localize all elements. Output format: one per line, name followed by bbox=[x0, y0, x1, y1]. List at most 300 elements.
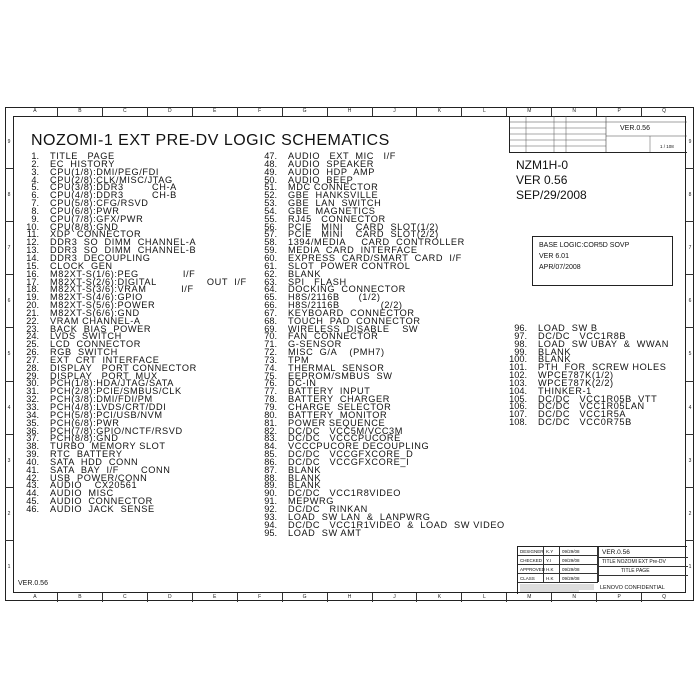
approval-row bbox=[518, 556, 598, 565]
toc-entry-number: 28. bbox=[26, 362, 39, 373]
grid-row-label: 7 bbox=[5, 221, 13, 274]
grid-column-label: H bbox=[327, 593, 372, 602]
toc-entry-number: 21. bbox=[26, 307, 39, 318]
toc-entry-title: M82XT-S(2/6):DIGITAL OUT I/F bbox=[50, 276, 247, 287]
toc-entry-number: 82. bbox=[264, 425, 277, 436]
toc-entry-number: 54. bbox=[264, 205, 277, 216]
toc-entry bbox=[243, 490, 505, 498]
approval-role: CLASS bbox=[518, 574, 544, 582]
toc-entry-number: 8. bbox=[31, 205, 39, 216]
toc-entry-title: DC/DC VCC1R8VIDEO bbox=[288, 488, 401, 499]
toc-entry-number: 61. bbox=[264, 260, 277, 271]
grid-row-label: 9 bbox=[688, 139, 692, 146]
toc-entry-number: 91. bbox=[264, 496, 277, 507]
toc-entry-title: CPU(4/8):DDR3 CH-B bbox=[50, 190, 177, 201]
left-grid-ruler bbox=[5, 116, 13, 593]
toc-entry-title: DC/DC VCC1R05LAN bbox=[538, 401, 645, 412]
toc-entry-number: 30. bbox=[26, 378, 39, 389]
toc-entry-number: 14. bbox=[26, 252, 39, 263]
toc-entry-title: M82XT-S(4/6):GPIO bbox=[50, 292, 143, 303]
toc-entry-title: CPU(6/8):PWR bbox=[50, 205, 120, 216]
toc-entry-number: 69. bbox=[264, 323, 277, 334]
toc-entry-number: 53. bbox=[264, 198, 277, 209]
toc-entry-number: 52. bbox=[264, 190, 277, 201]
toc-entry-number: 32. bbox=[26, 394, 39, 405]
approval-title-block bbox=[517, 546, 687, 594]
toc-entry-number: 1. bbox=[31, 151, 39, 161]
toc-entry-title: PCH(8/8):GND bbox=[50, 433, 119, 444]
toc-entry-number: 96. bbox=[514, 323, 527, 333]
toc-entry-number: 92. bbox=[264, 503, 277, 514]
grid-row-label: 9 bbox=[7, 139, 11, 146]
toc-entry-title: CPU(5/8):CFG/RSVD bbox=[50, 198, 149, 209]
toc-entry-number: 79. bbox=[264, 402, 277, 412]
toc-entry-title: THERMAL SENSOR bbox=[288, 362, 385, 373]
toc-entry-title: CHARGE SELECTOR bbox=[288, 402, 392, 412]
toc-entry-title: WPCE787K(1/2) bbox=[538, 370, 614, 381]
grid-row-label: 5 bbox=[686, 327, 694, 380]
toc-entry-number: 104. bbox=[509, 385, 527, 396]
toc-entry-title: DOCKING CONNECTOR bbox=[288, 284, 406, 295]
toc-entry-title: TITLE PAGE bbox=[50, 151, 115, 161]
toc-entry-number: 10. bbox=[26, 221, 39, 232]
toc-entry bbox=[243, 268, 505, 279]
toc-entry bbox=[243, 349, 505, 357]
toc-entry-number: 3. bbox=[31, 166, 39, 177]
toc-entry-number: 89. bbox=[264, 480, 277, 491]
toc-entry-title: SATA BAY I/F CONN bbox=[50, 464, 171, 475]
toc-entry-number: 105. bbox=[509, 393, 527, 404]
toc-entry-title: DISPLAY PORT CONNECTOR bbox=[50, 362, 197, 373]
bottom-grid-ruler bbox=[13, 593, 686, 602]
toc-entry bbox=[243, 519, 505, 530]
toc-entry bbox=[243, 527, 505, 538]
toc-entry-number: 5. bbox=[31, 182, 39, 193]
grid-column-label: Q bbox=[641, 593, 686, 602]
grid-row-label: 8 bbox=[686, 168, 694, 221]
toc-entry-number: 34. bbox=[26, 409, 39, 420]
toc-entry-title: TURBO MEMORY SLOT bbox=[50, 441, 166, 452]
toc-entry-number: 90. bbox=[264, 488, 277, 499]
toc-entry-title: EXT CRT INTERFACE bbox=[50, 354, 160, 365]
toc-entry-title: DC/DC VCC1R8B bbox=[538, 330, 627, 341]
right-grid-ruler bbox=[686, 116, 694, 593]
toc-column-2 bbox=[243, 153, 505, 537]
toc-entry-number: 45. bbox=[26, 496, 39, 507]
toc-entry-title: MEPWRG bbox=[288, 496, 334, 507]
grid-column-label: M bbox=[506, 593, 551, 602]
toc-entry-number: 4. bbox=[31, 174, 39, 185]
toc-entry-title: MISC G/A (PMH7) bbox=[288, 347, 385, 358]
toc-entry-number: 87. bbox=[264, 464, 277, 475]
toc-entry-number: 44. bbox=[26, 488, 39, 499]
toc-entry-title: EEPROM/SMBUS SW bbox=[288, 370, 393, 381]
toc-entry-title: DC-IN bbox=[288, 378, 317, 389]
grid-column-label: A bbox=[33, 594, 37, 600]
toc-entry-number: 25. bbox=[26, 339, 39, 350]
toc-entry-number: 33. bbox=[26, 402, 39, 412]
toc-entry-number: 24. bbox=[26, 331, 39, 342]
toc-entry-number: 43. bbox=[26, 480, 39, 491]
toc-entry-title: SATA HDD CONN bbox=[50, 456, 139, 467]
toc-entry-title: RJ45 CONNECTOR bbox=[288, 213, 386, 224]
toc-entry-number: 41. bbox=[26, 464, 39, 475]
grid-column-label: F bbox=[237, 593, 282, 602]
approval-name: Y.I bbox=[544, 556, 560, 564]
toc-entry-title: DC/DC RINKAN bbox=[288, 503, 368, 514]
grid-column-label: J bbox=[372, 593, 417, 602]
toc-entry-title: WIRELESS DISABLE SW bbox=[288, 323, 419, 334]
toc-entry-title: AUDIO CX20561 bbox=[50, 480, 138, 491]
grid-row-label: 7 bbox=[686, 221, 694, 274]
toc-entry-title: DISPLAY PORT MUX bbox=[50, 370, 158, 381]
grid-column-label: F bbox=[237, 107, 282, 116]
toc-entry bbox=[243, 380, 505, 388]
approval-row bbox=[518, 565, 598, 574]
toc-entry-number: 19. bbox=[26, 292, 39, 303]
grid-row-label: 2 bbox=[5, 487, 13, 540]
toc-entry-number: 67. bbox=[264, 307, 277, 318]
toc-entry-title: EC HISTORY bbox=[50, 158, 115, 169]
grid-column-label: B bbox=[57, 107, 102, 116]
grid-column-label: P bbox=[596, 107, 641, 116]
toc-entry-number: 107. bbox=[509, 409, 527, 420]
toc-entry-title: LCD CONNECTOR bbox=[50, 339, 141, 350]
base-logic-line: BASE LOGIC:COR5D SOVP bbox=[539, 242, 630, 249]
title-block-page: TITLE PAGE bbox=[599, 567, 688, 576]
grid-row-label: 6 bbox=[5, 274, 13, 327]
grid-row-label: 6 bbox=[686, 274, 694, 327]
toc-entry-number: 72. bbox=[264, 347, 277, 358]
toc-entry-title: CPU(7/8):GFX/PWR bbox=[50, 213, 144, 224]
toc-entry-title: 1394/MEDIA CARD CONTROLLER bbox=[288, 237, 465, 248]
toc-entry-title: SLOT POWER CONTROL bbox=[288, 260, 411, 271]
toc-entry bbox=[243, 370, 505, 381]
toc-entry-number: 103. bbox=[509, 377, 527, 388]
toc-entry-number: 27. bbox=[26, 354, 39, 365]
confidential-label: LENOVO CONFIDENTIAL bbox=[600, 585, 665, 591]
toc-entry bbox=[243, 333, 505, 341]
grid-row-label: 4 bbox=[686, 381, 694, 434]
toc-entry-title: DC/DC VCC5M/VCC3M bbox=[288, 425, 404, 436]
toc-entry-title: M82XT-S(1/6):PEG I/F bbox=[50, 268, 196, 279]
approval-name: H.K bbox=[544, 574, 560, 582]
toc-entry-title: CPU(3/8):DDR3 CH-A bbox=[50, 182, 177, 193]
toc-entry-number: 106. bbox=[509, 401, 527, 412]
toc-entry bbox=[490, 419, 669, 427]
toc-entry-number: 76. bbox=[264, 378, 277, 389]
toc-entry-title: AUDIO BEEP bbox=[288, 174, 354, 185]
toc-entry-title: BACK BIAS POWER bbox=[50, 323, 152, 334]
toc-entry-number: 22. bbox=[26, 315, 39, 326]
toc-entry-title: POWER SEQUENCE bbox=[288, 417, 386, 428]
approval-role: DESIGNER bbox=[520, 548, 544, 554]
toc-entry-title: DC/DC VCC1R1VIDEO & LOAD SW VIDEO bbox=[288, 519, 505, 530]
revision-title-block bbox=[509, 116, 687, 153]
grid-row-label: 1 bbox=[5, 540, 13, 593]
grid-row-label: 5 bbox=[5, 327, 13, 380]
toc-entry-title: LOAD SW UBAY & WWAN bbox=[538, 338, 669, 349]
toc-entry-title: PCH(3/8):DMI/FDI/PM bbox=[50, 394, 153, 405]
toc-entry bbox=[243, 166, 505, 177]
base-logic-box bbox=[532, 236, 673, 286]
toc-entry-number: 23. bbox=[26, 323, 39, 334]
toc-entry-number: 59. bbox=[264, 245, 277, 256]
toc-entry-title: AUDIO EXT MIC I/F bbox=[288, 151, 396, 161]
toc-entry-title: BLANK bbox=[538, 354, 572, 365]
toc-entry-number: 83. bbox=[264, 433, 277, 444]
toc-entry-title: BATTERY CHARGER bbox=[288, 394, 391, 405]
toc-entry-title: THINKER-1 bbox=[538, 385, 592, 396]
toc-entry-title: GBE HANKSVILLE bbox=[288, 190, 379, 201]
toc-entry-number: 65. bbox=[264, 292, 277, 303]
toc-entry-title: DDR3 DECOUPLING bbox=[50, 252, 151, 263]
project-date: SEP/29/2008 bbox=[516, 188, 587, 202]
toc-entry-number: 75. bbox=[264, 370, 277, 381]
grid-column-label: L bbox=[461, 107, 506, 116]
toc-entry-title: AUDIO MISC bbox=[50, 488, 114, 499]
toc-entry-number: 12. bbox=[26, 237, 39, 248]
toc-entry-title: AUDIO HDP AMP bbox=[288, 166, 375, 177]
grid-column-label: N bbox=[551, 593, 596, 602]
toc-entry-title: BATTERY MONITOR bbox=[288, 409, 388, 420]
toc-entry-title: VCCCPUCORE DECOUPLING bbox=[288, 441, 430, 452]
toc-entry bbox=[243, 464, 505, 475]
toc-entry-number: 31. bbox=[26, 386, 39, 397]
toc-entry-title: M82XT-S(5/6):POWER bbox=[50, 300, 156, 311]
toc-entry-number: 60. bbox=[264, 252, 277, 263]
toc-entry-title: DC/DC VCC1R5A bbox=[538, 409, 627, 420]
toc-entry-number: 57. bbox=[264, 229, 277, 240]
project-name: NZM1H-0 bbox=[516, 158, 569, 172]
grid-column-label: D bbox=[147, 593, 192, 602]
toc-entry-title: WPCE787K(2/2) bbox=[538, 377, 614, 388]
toc-entry-title: DDR3 SO DIMM CHANNEL-B bbox=[50, 245, 197, 256]
toc-entry-number: 20. bbox=[26, 300, 39, 311]
toc-entry-number: 85. bbox=[264, 449, 277, 460]
toc-entry-number: 71. bbox=[264, 339, 277, 350]
toc-entry-number: 73. bbox=[264, 354, 277, 365]
toc-entry-title: GBE MAGNETICS bbox=[288, 205, 376, 216]
grid-column-label: E bbox=[192, 107, 237, 116]
title-info bbox=[598, 547, 688, 582]
revision-version: VER.0.56 bbox=[620, 125, 650, 132]
grid-column-label: J bbox=[372, 107, 417, 116]
toc-entry-title: PCH(1/8):HDA/JTAG/SATA bbox=[50, 378, 174, 389]
toc-entry-number: 48. bbox=[264, 158, 277, 169]
toc-entry-title: M82XT-S(3/6):VRAM I/F bbox=[50, 284, 194, 295]
toc-column-1 bbox=[18, 153, 247, 514]
toc-entry-number: 55. bbox=[264, 213, 277, 224]
toc-entry-title: AUDIO SPEAKER bbox=[288, 158, 375, 169]
toc-entry-title: MDC CONNECTOR bbox=[288, 182, 379, 193]
approval-name: K.Y bbox=[544, 547, 560, 555]
toc-entry-number: 7. bbox=[31, 198, 39, 209]
toc-entry-number: 50. bbox=[264, 174, 277, 185]
toc-entry-number: 66. bbox=[264, 300, 277, 311]
toc-entry bbox=[243, 260, 505, 271]
grid-column-label: E bbox=[192, 593, 237, 602]
toc-entry-title: PCH(4/8):LVDS/CRT/DDI bbox=[50, 402, 167, 412]
fineprint-lines bbox=[519, 583, 595, 592]
approval-date: 09/29/08 bbox=[560, 556, 598, 564]
toc-entry-title: FAN CONNECTOR bbox=[288, 331, 379, 342]
toc-entry-title: AUDIO JACK SENSE bbox=[50, 503, 155, 514]
toc-entry-title: M82XT-S(6/6):GND bbox=[50, 307, 140, 318]
grid-column-label: K bbox=[416, 107, 461, 116]
toc-entry-number: 78. bbox=[264, 394, 277, 405]
toc-entry-number: 68. bbox=[264, 315, 277, 326]
toc-entry-number: 102. bbox=[509, 370, 527, 381]
toc-entry-number: 86. bbox=[264, 456, 277, 467]
grid-column-label: N bbox=[551, 107, 596, 116]
confidential-notice-fineprint bbox=[518, 582, 598, 594]
toc-entry-title: G-SENSOR bbox=[288, 339, 342, 350]
toc-entry-number: 70. bbox=[264, 331, 277, 342]
toc-entry bbox=[243, 472, 505, 483]
toc-entry-number: 37. bbox=[26, 433, 39, 444]
toc-entry-title: TOUCH PAD CONNECTOR bbox=[288, 315, 421, 326]
grid-column-label: C bbox=[102, 593, 147, 602]
toc-entry-title: PCH(5/8):PCI/USB/NVM bbox=[50, 409, 163, 420]
toc-entry-title: AUDIO CONNECTOR bbox=[50, 496, 153, 507]
toc-entry-number: 99. bbox=[514, 346, 527, 357]
toc-entry-title: BLANK bbox=[288, 480, 322, 491]
toc-entry-title: RTC BATTERY bbox=[50, 449, 123, 460]
title-block-title: TITLE NOZOMI EXT Pre-DV bbox=[599, 558, 688, 567]
toc-entry-title: PCH(7/8):GPIO/NCTF/RSVD bbox=[50, 425, 183, 436]
grid-column-label: D bbox=[147, 107, 192, 116]
toc-entry-title: GBE LAN SWITCH bbox=[288, 198, 382, 209]
toc-entry-number: 49. bbox=[264, 166, 277, 177]
toc-entry-number: 64. bbox=[264, 284, 277, 295]
grid-row-label: 2 bbox=[686, 487, 694, 540]
approval-role: APPROVED bbox=[520, 566, 546, 572]
toc-entry-number: 2. bbox=[31, 158, 39, 169]
toc-entry-title: PCH(2/8):PCIE/SMBUS/CLK bbox=[50, 386, 182, 397]
toc-entry-number: 58. bbox=[264, 237, 277, 248]
grid-column-label: Q bbox=[641, 107, 686, 116]
toc-entry-number: 17. bbox=[26, 276, 39, 287]
toc-entry-number: 46. bbox=[26, 503, 39, 514]
toc-entry-number: 84. bbox=[264, 441, 277, 452]
toc-entry bbox=[243, 498, 505, 506]
sheet-number: 1 / 108 bbox=[660, 144, 674, 149]
toc-entry-number: 29. bbox=[26, 370, 39, 381]
toc-entry-title: CLOCK GEN bbox=[50, 260, 113, 271]
approval-name: H.K bbox=[544, 565, 560, 573]
grid-column-label: P bbox=[596, 593, 641, 602]
toc-entry-title: LOAD SW AMT bbox=[288, 527, 362, 538]
toc-entry-title: RGB SWITCH bbox=[50, 347, 118, 358]
toc-entry-title: PCH(6/8):PWR bbox=[50, 417, 120, 428]
toc-entry-title: DC/DC VCC1R05B VTT bbox=[538, 393, 658, 404]
approval-role: CHECKED bbox=[520, 557, 543, 563]
toc-entry-number: 13. bbox=[26, 245, 39, 256]
grid-row-label: 4 bbox=[5, 381, 13, 434]
toc-entry-number: 97. bbox=[514, 330, 527, 341]
grid-row-label: 3 bbox=[5, 434, 13, 487]
toc-entry-number: 39. bbox=[26, 449, 39, 460]
toc-entry-number: 93. bbox=[264, 511, 277, 522]
title-block-version: VER.0.56 bbox=[599, 547, 688, 558]
project-info bbox=[516, 158, 587, 203]
toc-entry-title: BLANK bbox=[288, 464, 322, 475]
grid-row-label: 8 bbox=[5, 168, 13, 221]
toc-entry-number: 98. bbox=[514, 338, 527, 349]
toc-entry-number: 26. bbox=[26, 347, 39, 358]
toc-entry-number: 18. bbox=[26, 284, 39, 295]
toc-entry-number: 74. bbox=[264, 362, 277, 373]
toc-entry-number: 81. bbox=[264, 417, 277, 428]
approval-date: 09/29/08 bbox=[560, 565, 598, 573]
toc-entry-number: 62. bbox=[264, 268, 277, 279]
toc-entry-title: DC/DC VCCCPUCORE bbox=[288, 433, 401, 444]
toc-entry-number: 51. bbox=[264, 182, 277, 193]
toc-entry-title: H8S/2116B (1/2) bbox=[288, 292, 381, 303]
toc-entry-number: 108. bbox=[509, 417, 527, 428]
toc-entry-number: 38. bbox=[26, 441, 39, 452]
toc-entry-title: BLANK bbox=[288, 268, 322, 279]
toc-entry-title: H8S/2116B (2/2) bbox=[288, 300, 403, 311]
toc-entry-number: 80. bbox=[264, 409, 277, 420]
toc-entry-title: DC/DC VCCGFXCORE_D bbox=[288, 449, 414, 460]
toc-entry-title: PCIE MINI CARD SLOT(2/2) bbox=[288, 229, 439, 240]
toc-entry-number: 6. bbox=[31, 190, 39, 201]
toc-entry-title: DC/DC VCCGFXCORE_I bbox=[288, 456, 410, 467]
toc-entry-number: 42. bbox=[26, 472, 39, 483]
toc-entry-title: MEDIA CARD INTERFACE bbox=[288, 245, 418, 256]
grid-column-label: M bbox=[506, 107, 551, 116]
toc-entry-title: VRAM CHANNEL-A bbox=[50, 315, 141, 326]
toc-entry-title: BLANK bbox=[288, 472, 322, 483]
project-version: VER 0.56 bbox=[516, 173, 568, 187]
toc-entry-number: 9. bbox=[31, 213, 39, 224]
toc-entry-number: 77. bbox=[264, 386, 277, 397]
toc-entry-title: XDP CONNECTOR bbox=[50, 229, 142, 240]
toc-entry-number: 35. bbox=[26, 417, 39, 428]
toc-entry-title: TPM bbox=[288, 354, 310, 365]
toc-entry-number: 88. bbox=[264, 472, 277, 483]
toc-entry-title: LVDS SWITCH bbox=[50, 331, 122, 342]
toc-entry-number: 36. bbox=[26, 425, 39, 436]
toc-entry-number: 95. bbox=[264, 527, 277, 538]
toc-entry-number: 63. bbox=[264, 276, 277, 287]
toc-entry-title: DC/DC VCC0R75B bbox=[538, 417, 632, 428]
toc-entry-title: BATTERY INPUT bbox=[288, 386, 371, 397]
toc-entry-title: USB POWER/CONN bbox=[50, 472, 148, 483]
toc-entry-number: 100. bbox=[509, 354, 527, 365]
grid-column-label: K bbox=[416, 593, 461, 602]
grid-column-label: B bbox=[57, 593, 102, 602]
toc-entry-number: 16. bbox=[26, 268, 39, 279]
toc-entry-title: LOAD SW B bbox=[538, 323, 598, 333]
toc-entry-title: EXPRESS CARD/SMART CARD I/F bbox=[288, 252, 462, 263]
left-version-label: VER.0.56 bbox=[18, 580, 48, 587]
toc-entry-title: SPI FLASH bbox=[288, 276, 347, 287]
approval-date: 09/29/08 bbox=[560, 574, 598, 582]
grid-column-label: L bbox=[461, 593, 506, 602]
toc-entry-title: CPU(8/8):GND bbox=[50, 221, 119, 232]
toc-entry-number: 40. bbox=[26, 456, 39, 467]
grid-column-label: C bbox=[102, 107, 147, 116]
toc-entry-title: PCIE MINI CARD SLOT(1/2) bbox=[288, 221, 439, 232]
toc-entry-number: 15. bbox=[26, 260, 39, 271]
toc-entry-title: LOAD SW LAN & LANPWRG bbox=[288, 511, 431, 522]
toc-entry-title: DDR3 SO DIMM CHANNEL-A bbox=[50, 237, 197, 248]
toc-entry-title: KEYBOARD CONNECTOR bbox=[288, 307, 415, 318]
toc-column-3 bbox=[490, 325, 669, 427]
